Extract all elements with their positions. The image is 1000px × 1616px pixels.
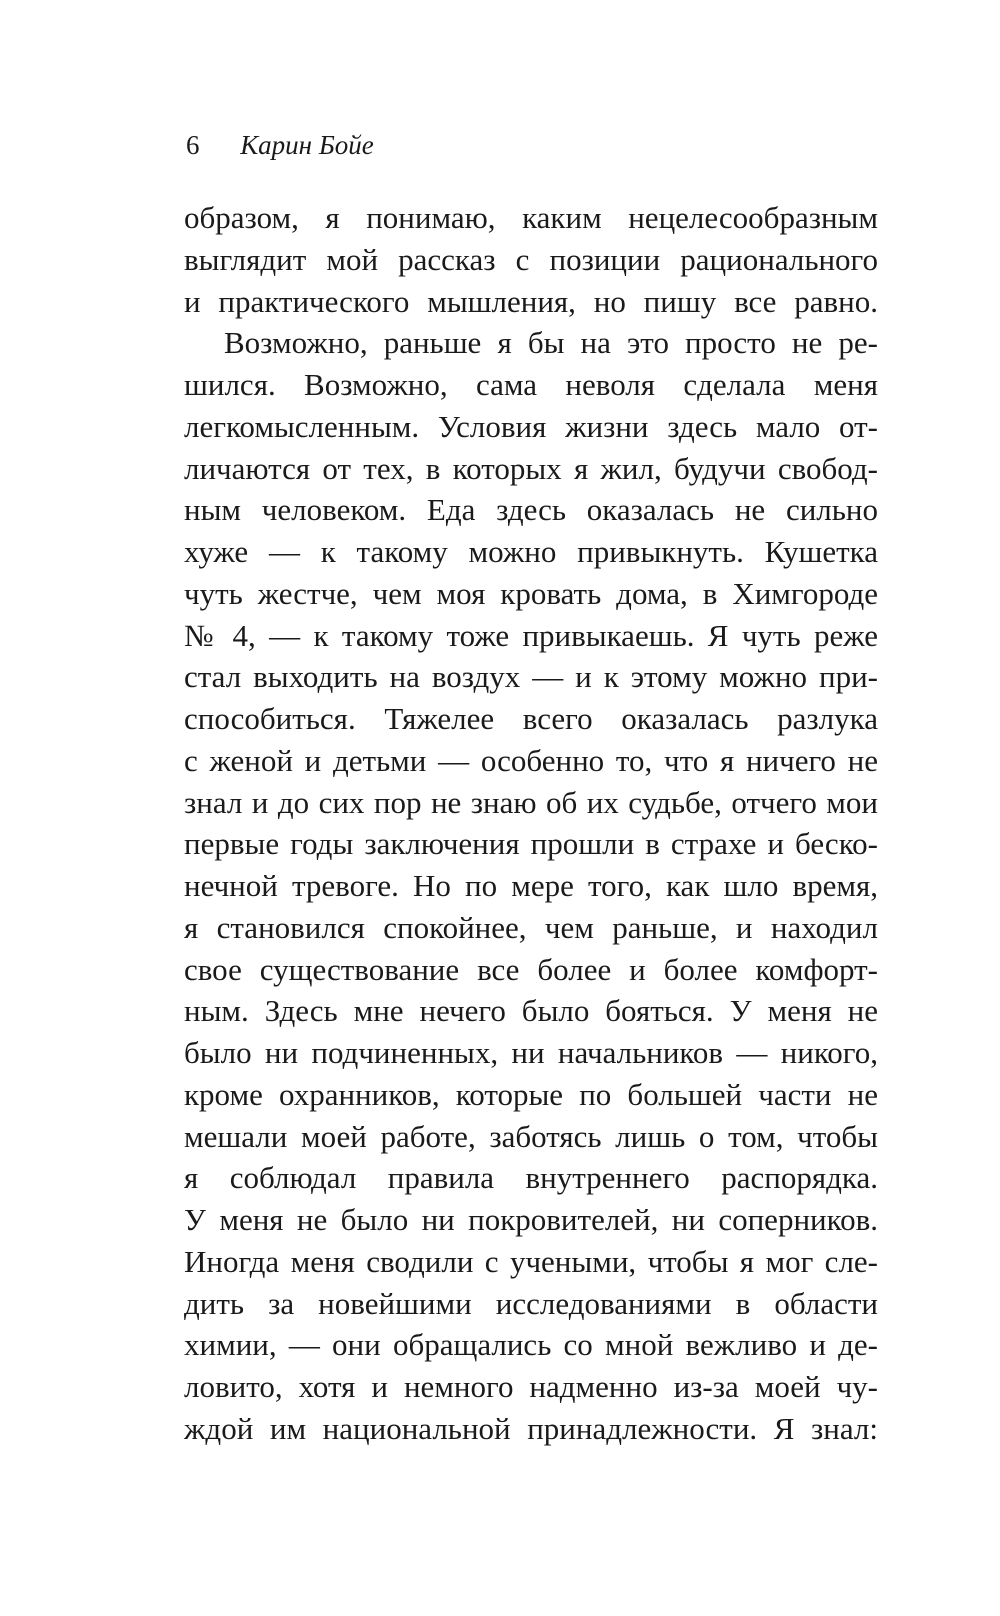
text-line: кроме охранников, которые по большей части не (184, 1076, 878, 1112)
text-line: чуть жестче, чем моя кровать дома, в Химгороде (184, 575, 878, 611)
text-line: было ни подчиненных, ни начальников — никого, (184, 1035, 878, 1070)
text-line: стал выходить на воздух — и к этому можно при- (184, 659, 878, 695)
text-line: № 4, — к такому тоже привыкаешь. Я чуть реже (184, 617, 878, 653)
text-line: и практического мышления, но пишу все равно. (184, 283, 878, 319)
text-line: личаются от тех, в которых я жил, будучи свобод- (184, 450, 878, 486)
text-line: способиться. Тяжелее всего оказалась разлука (184, 701, 878, 736)
text-line: я становился спокойнее, чем раньше, и находил (184, 909, 878, 945)
text-line: дить за новейшими исследованиями в области (184, 1285, 878, 1321)
text-line: Иногда меня сводили с учеными, чтобы я мог сле- (184, 1243, 878, 1279)
running-head (186, 128, 374, 162)
text-line: У меня не было ни покровителей, ни соперников. (184, 1202, 878, 1237)
text-line: шился. Возможно, сама неволя сделала меня (184, 367, 878, 402)
text-line: я соблюдал правила внутреннего распорядка. (184, 1160, 878, 1196)
text-line: образом, я понимаю, каким нецелесообразным (184, 200, 878, 235)
text-line: мешали моей работе, заботясь лишь о том, чтобы (184, 1118, 878, 1154)
text-line: знал и до сих пор не знаю об их судьбе, отчего мои (184, 784, 878, 820)
text-line: с женой и детьми — особенно то, что я ничего не (184, 742, 878, 778)
text-line: первые годы заключения прошли в страхе и беско- (184, 826, 878, 862)
text-line: свое существование все более и более комфорт- (184, 951, 878, 987)
text-line: Возможно, раньше я бы на это просто не ре- (224, 325, 878, 361)
running-title: Карин Бойе (240, 130, 374, 160)
text-line: легкомысленным. Условия жизни здесь мало от- (184, 408, 878, 444)
text-line: ждой им национальной принадлежности. Я знал: (184, 1410, 878, 1446)
text-line: хуже — к такому можно привыкнуть. Кушетка (184, 534, 878, 569)
text-line: химии, — они обращались со мной вежливо и де- (184, 1327, 878, 1363)
text-line: ным. Здесь мне нечего было бояться. У меня не (184, 993, 878, 1029)
text-line: ловито, хотя и немного надменно из-за моей чу- (184, 1369, 878, 1404)
page-number: 6 (186, 130, 200, 160)
body-text (184, 197, 878, 1450)
text-line: выглядит мой рассказ с позиции рационального (184, 241, 878, 277)
text-line: нечной тревоге. Но по мере того, как шло время, (184, 868, 878, 903)
text-line: ным человеком. Еда здесь оказалась не сильно (184, 492, 878, 528)
